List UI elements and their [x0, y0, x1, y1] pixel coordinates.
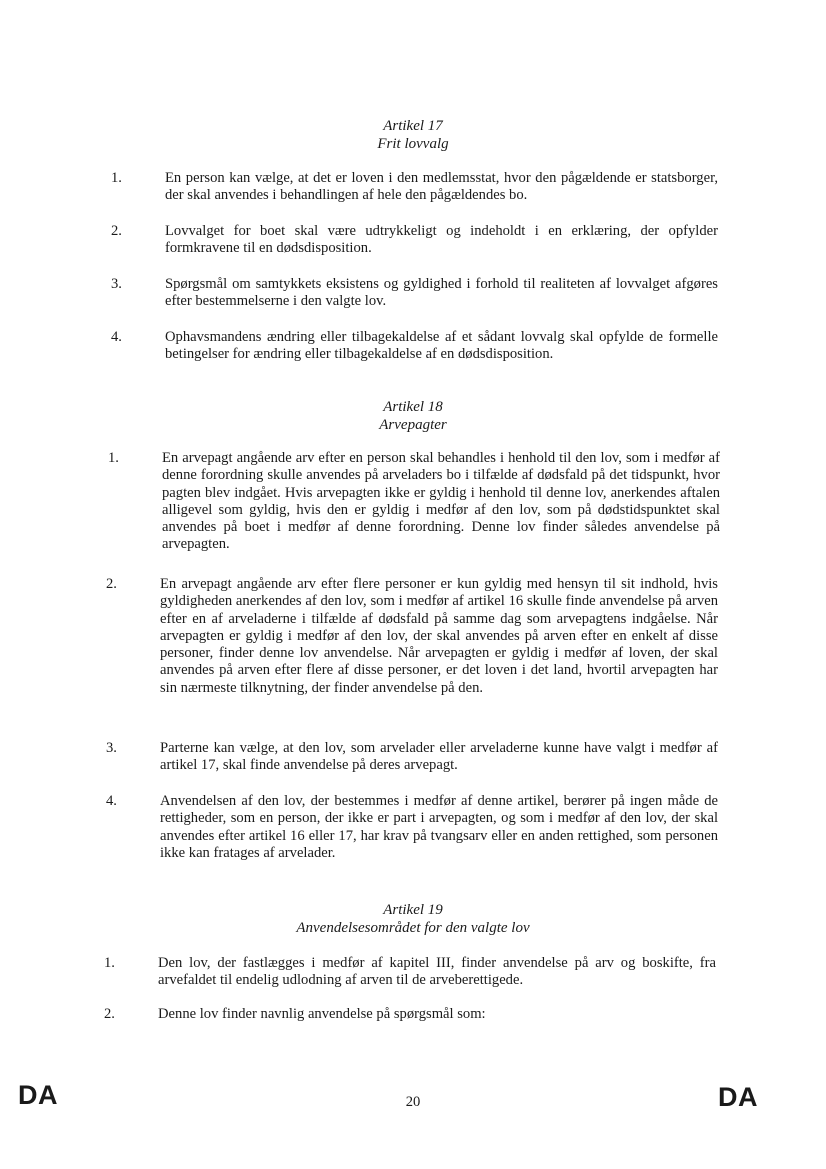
- paragraph-text: En arvepagt angående arv efter flere personer er kun gyldig med hensyn til sit indhold, hvis gyldigheden anerkendes af den lov, som i medfør af artikel 16 skulle finde anvendelse på arven efter en af arveladerne i tilfælde af dødsfald på samme dag som arvepagtens indgåelse. Når arvepagten er gyldig i medfør af den lov, der skal anvendes på arven efter en enkelt af disse personer, finder denne lov anvendelse. Når arvepagten er gyldig i medfør af loven, der skal anvendes på arven efter flere af disse personer, er det loven i det land, hvortil arvepagten har sin nærmeste tilknytning, der finder anvendelse på den.: [160, 576, 718, 696]
- paragraph-text: Denne lov finder navnlig anvendelse på spørgsmål som:: [158, 1006, 486, 1022]
- language-tag-right: DA: [718, 1082, 758, 1112]
- article-19-title: Anvendelsesområdet for den valgte lov: [296, 920, 530, 936]
- paragraph-text: Anvendelsen af den lov, der bestemmes i medfør af denne artikel, berører på ingen måde de rettigheder, som en person, der ikke er part i arvepagten, og som i medfør af den lov, der skal anvendes efter artikel 16 eller 17, har krav på tvangsarv eller en anden rettighed, som personen ikke kan fratages af arvelader.: [160, 793, 718, 861]
- language-tag-left: DA: [18, 1080, 58, 1110]
- paragraph-number: 1.: [104, 955, 115, 971]
- paragraph-number: 2.: [111, 223, 122, 239]
- paragraph-text: Lovvalget for boet skal være udtrykkeligt og indeholdt i en erklæring, der opfylder formkravene til en dødsdisposition.: [165, 223, 718, 257]
- article-18-paragraph-3: [106, 740, 718, 776]
- article-18-heading: Artikel 18: [383, 399, 443, 415]
- article-18-title: Arvepagter: [379, 417, 447, 433]
- paragraph-text: Ophavsmandens ændring eller tilbagekaldelse af et sådant lovvalg skal opfylde de formelle betingelser for ændring eller tilbagekaldelse af en dødsdisposition.: [165, 329, 718, 363]
- article-17-heading: Artikel 17: [383, 118, 443, 134]
- article-19-heading: Artikel 19: [383, 902, 443, 918]
- paragraph-number: 3.: [106, 740, 117, 756]
- article-17-paragraph-4: [111, 329, 719, 365]
- paragraph-text: En arvepagt angående arv efter en person skal behandles i henhold til den lov, som i medfør af denne forordning skulle anvendes på arveladers bo i tilfælde af dødsfald på det tidspunkt, hvor pagten blev indgået. Hvis arvepagten ikke er gyldig i henhold til denne lov, anerkendes aftalen alligevel som gyldig, hvis den er gyldig i medfør af den lov, som på dødstidspunktet skal anvendes på boet i medfør af denne forordning. Denne lov finder således anvendelse på arvepagten.: [162, 450, 720, 553]
- paragraph-number: 4.: [106, 793, 117, 809]
- article-19-paragraph-2: [104, 1006, 716, 1024]
- paragraph-number: 2.: [104, 1006, 115, 1022]
- page-number: 20: [405, 1094, 421, 1110]
- paragraph-number: 3.: [111, 276, 122, 292]
- paragraph-number: 1.: [111, 170, 122, 186]
- paragraph-text: Spørgsmål om samtykkets eksistens og gyldighed i forhold til realiteten af lovvalget afgøres efter bestemmelserne i den valgte lov.: [165, 276, 718, 310]
- article-19-paragraph-1: [104, 955, 716, 991]
- article-17-paragraph-2: [111, 223, 719, 259]
- article-17-paragraph-1: [111, 170, 719, 206]
- article-18-paragraph-2: [106, 576, 718, 721]
- article-17-paragraph-3: [111, 276, 719, 312]
- article-17-title: Frit lovvalg: [377, 136, 449, 152]
- article-18-paragraph-1: [108, 450, 720, 560]
- paragraph-number: 2.: [106, 576, 117, 592]
- paragraph-text: Den lov, der fastlægges i medfør af kapitel III, finder anvendelse på arv og boskifte, fra arvefaldet til endelig udlodning af arven til de arveberettigede.: [158, 955, 716, 989]
- paragraph-number: 1.: [108, 450, 119, 466]
- paragraph-text: En person kan vælge, at det er loven i den medlemsstat, hvor den pågældende er statsborger, der skal anvendes i behandlingen af hele den pågældendes bo.: [165, 170, 718, 204]
- paragraph-text: Parterne kan vælge, at den lov, som arvelader eller arveladerne kunne have valgt i medfør af artikel 17, skal finde anvendelse på deres arvepagt.: [160, 740, 718, 774]
- paragraph-number: 4.: [111, 329, 122, 345]
- article-18-paragraph-4: [106, 793, 718, 865]
